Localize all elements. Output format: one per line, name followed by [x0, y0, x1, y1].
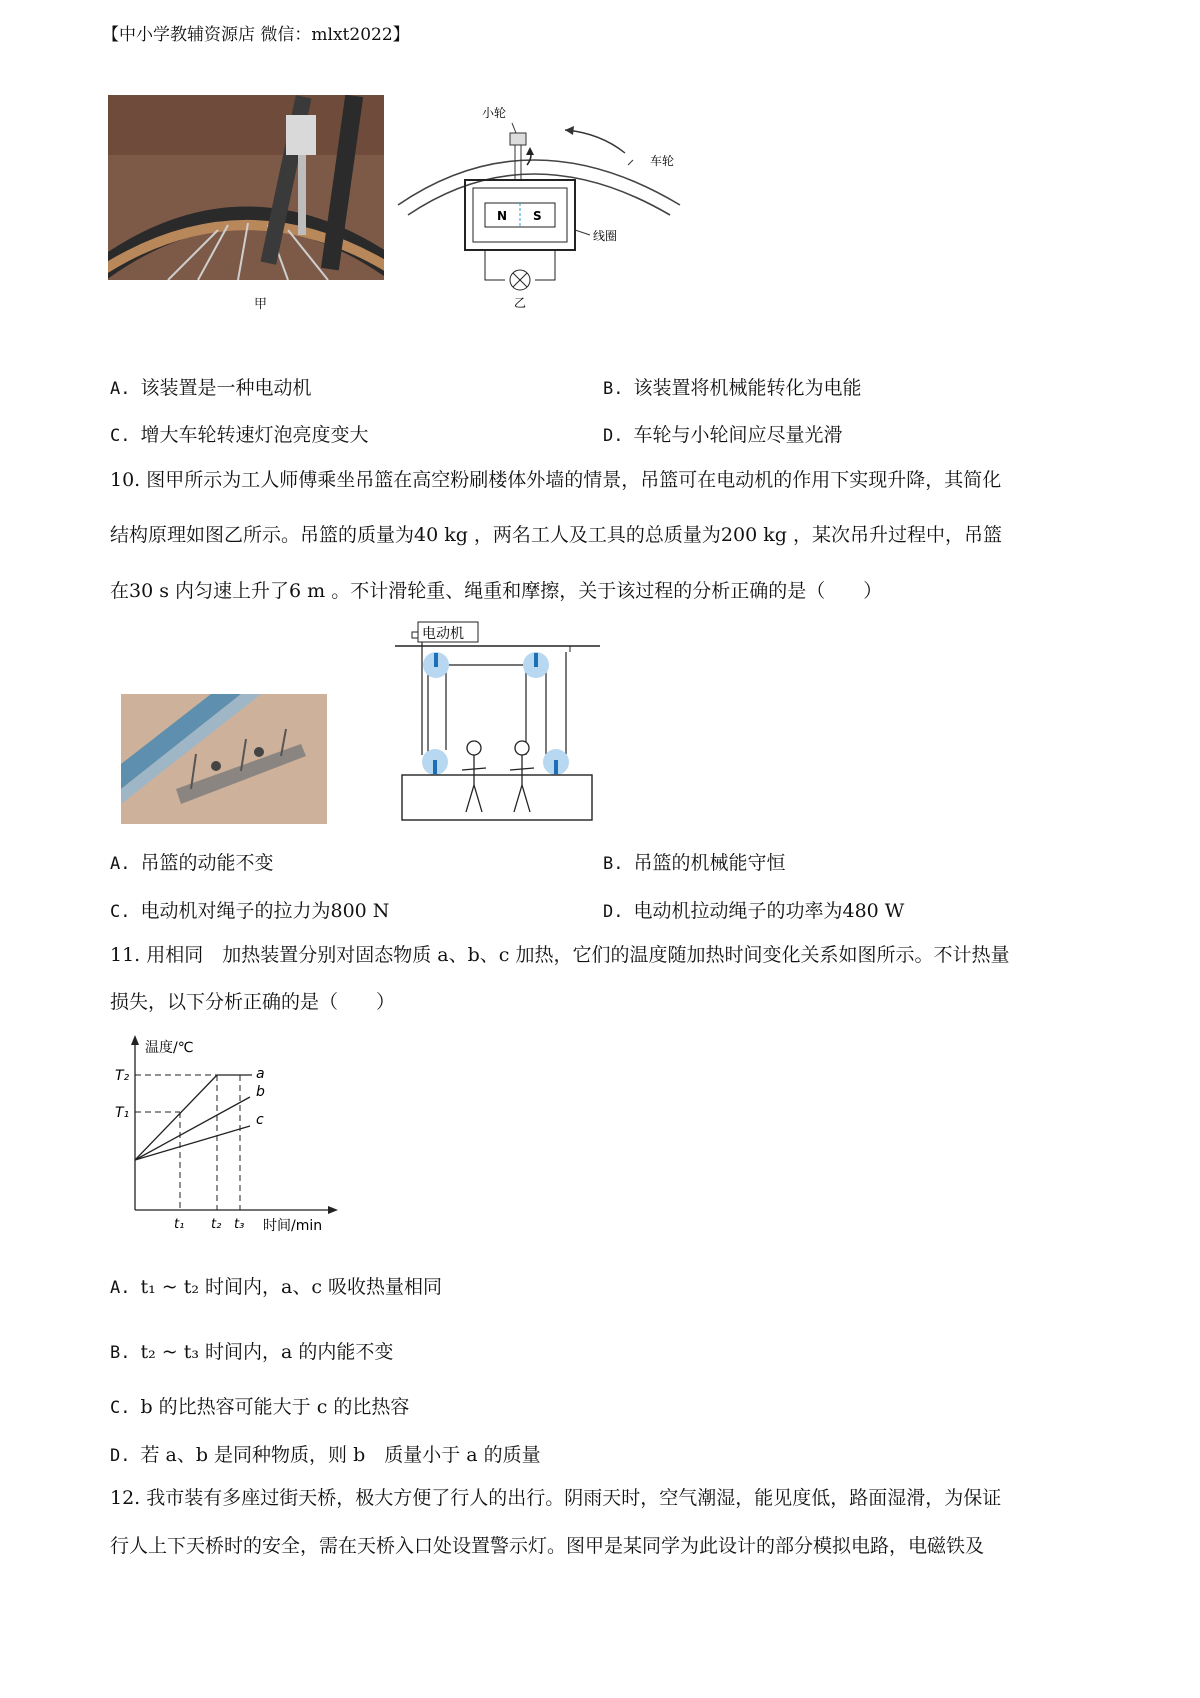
q12-line1: 12. 我市装有多座过街天桥，极大方便了行人的出行。阴雨天时，空气潮湿，能见度低，路面湿滑，为保证: [110, 1487, 1002, 1509]
q11-option-d: D. 若 a、b 是同种物质，则 b 质量小于 a 的质量: [110, 1444, 541, 1466]
q11-line1: 11. 用相同 加热装置分别对固态物质 a、b、c 加热，它们的温度随加热时间变化关系如图所示。不计热量: [110, 944, 1010, 966]
label-small-wheel: 小轮: [482, 106, 507, 120]
tick-t3: t₃: [234, 1217, 245, 1232]
series-label-a: a: [256, 1066, 265, 1082]
page-header: 【中小学教辅资源店 微信：mlxt2022】: [102, 25, 410, 45]
x-axis-label: 时间/min: [263, 1218, 323, 1234]
magnet-s: S: [533, 209, 542, 223]
tick-T2: T₂: [115, 1068, 130, 1084]
q10-line1: 10. 图甲所示为工人师傅乘坐吊篮在高空粉刷楼体外墙的情景，吊篮可在电动机的作用下实现升降，其简化: [110, 469, 1002, 491]
figure-label-jia: 甲: [254, 297, 268, 312]
q10-option-c: C. 电动机对绳子的拉力为800 N: [110, 900, 390, 922]
q9-option-c: C. 增大车轮转速灯泡亮度变大: [110, 424, 369, 446]
q11-option-c: C. b 的比热容可能大于 c 的比热容: [110, 1396, 410, 1418]
series-label-b: b: [256, 1084, 265, 1100]
q9-option-a: A. 该装置是一种电动机: [110, 377, 312, 399]
q10-line2: 结构原理如图乙所示。吊篮的质量为40 kg ，两名工人及工具的总质量为200 kg ，某次吊升过程中，吊篮: [110, 524, 1002, 546]
q11-line2: 损失，以下分析正确的是（ ）: [110, 991, 396, 1013]
q10-option-b: B. 吊篮的机械能守恒: [603, 852, 786, 874]
pulley-diagram: [390, 620, 600, 830]
figure-label-yi: 乙: [514, 296, 527, 310]
q10-option-d: D. 电动机拉动绳子的功率为480 W: [603, 900, 905, 922]
q10-option-a: A. 吊篮的动能不变: [110, 852, 274, 874]
q11-option-b: B. t₂ ~ t₃ 时间内，a 的内能不变: [110, 1341, 394, 1363]
tick-T1: T₁: [115, 1105, 130, 1121]
label-wheel: 车轮: [650, 154, 675, 168]
y-axis-label: 温度/℃: [145, 1040, 194, 1056]
motor-label: 电动机: [422, 626, 464, 642]
bicycle-dynamo-photo: [108, 95, 384, 280]
dynamo-diagram: [390, 95, 700, 320]
tick-t2: t₂: [211, 1217, 222, 1232]
label-coil: 线圈: [593, 229, 618, 243]
q9-option-d: D. 车轮与小轮间应尽量光滑: [603, 424, 843, 446]
gondola-photo: [121, 694, 327, 824]
tick-t1: t₁: [174, 1217, 185, 1232]
q11-option-a: A. t₁ ~ t₂ 时间内，a、c 吸收热量相同: [110, 1276, 443, 1298]
q9-option-b: B. 该装置将机械能转化为电能: [603, 377, 862, 399]
magnet-n: N: [497, 209, 508, 223]
q10-line3: 在30 s 内匀速上升了6 m 。不计滑轮重、绳重和摩擦，关于该过程的分析正确的是（ ）: [110, 580, 883, 602]
q12-line2: 行人上下天桥时的安全，需在天桥入口处设置警示灯。图甲是某同学为此设计的部分模拟电路，电磁铁及: [110, 1535, 985, 1557]
series-label-c: c: [256, 1112, 264, 1128]
temperature-time-graph: [100, 1030, 350, 1240]
